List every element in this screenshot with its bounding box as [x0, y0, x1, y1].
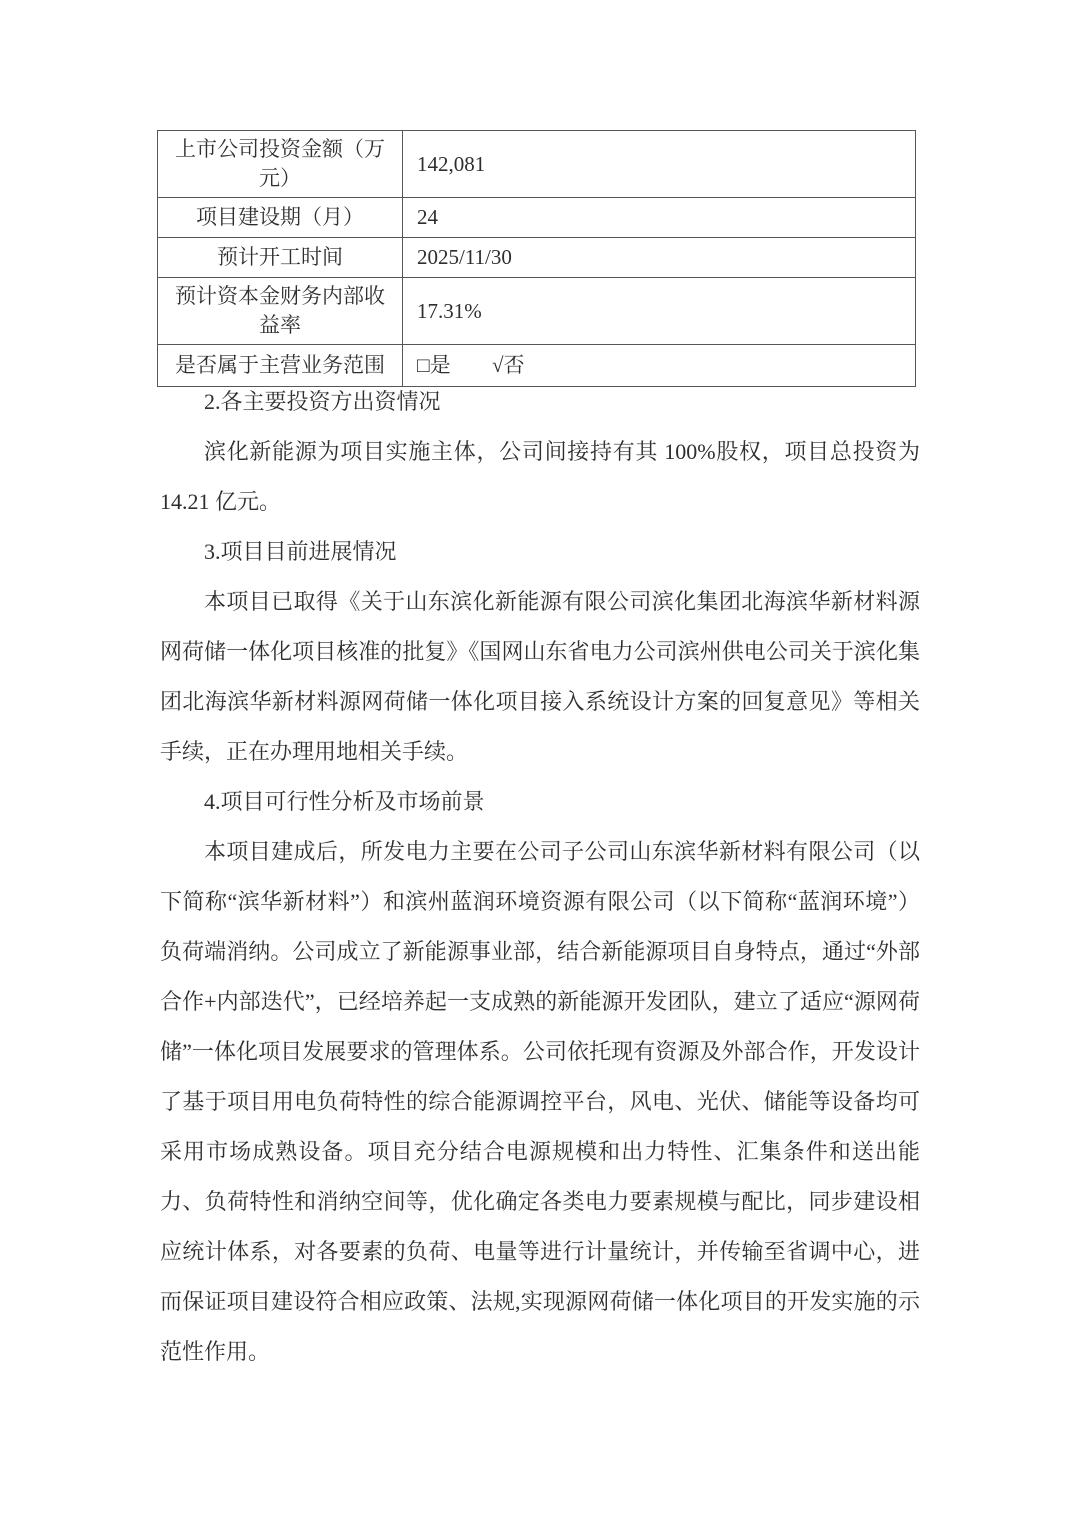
- table-row-construction-period: [158, 198, 916, 238]
- project-info-table: [157, 130, 916, 387]
- check-mark-icon: √: [491, 353, 504, 377]
- row-value: 2025/11/30: [403, 238, 916, 278]
- paragraph-investors: 滨化新能源为项目实施主体，公司间接持有其 100%股权，项目总投资为 14.21 亿元。: [160, 439, 920, 514]
- row-label: 上市公司投资金额（万元）: [158, 131, 403, 198]
- row-label: 预计开工时间: [158, 238, 403, 278]
- table-row-expected-irr: [158, 278, 916, 345]
- section-heading-investors: 2.各主要投资方出资情况: [204, 389, 441, 414]
- option-yes-label: 是: [429, 353, 451, 377]
- section-heading-progress: 3.项目目前进展情况: [204, 539, 397, 564]
- row-value: 24: [403, 198, 916, 238]
- row-label: 预计资本金财务内部收益率: [158, 278, 403, 345]
- table-row-investment-amount: [158, 131, 916, 198]
- row-value: 142,081: [403, 131, 916, 198]
- paragraph-feasibility: 本项目建成后，所发电力主要在公司子公司山东滨华新材料有限公司（以下简称“滨华新材料”）和滨州蓝润环境资源有限公司（以下简称“蓝润环境”）负荷端消纳。公司成立了新能源事业部，结合新能源项目自身特点，通过“外部合作+内部迭代”，已经培养起一支成熟的新能源开发团队，建立了适应“源网荷储”一体化项目发展要求的管理体系。公司依托现有资源及外部合作，开发设计了基于项目用电负荷特性的综合能源调控平台，风电、光伏、储能等设备均可采用市场成熟设备。项目充分结合电源规模和出力特性、汇集条件和送出能力、负荷特性和消纳空间等，优化确定各类电力要素规模与配比，同步建设相应统计体系，对各要素的负荷、电量等进行计量统计，并传输至省调中心，进而保证项目建设符合相应政策、法规,实现源网荷储一体化项目的开发实施的示范性作用。: [160, 839, 920, 1364]
- row-value: 17.31%: [403, 278, 916, 345]
- paragraph-progress: 本项目已取得《关于山东滨化新能源有限公司滨化集团北海滨华新材料源网荷储一体化项目核准的批复》《国网山东省电力公司滨州供电公司关于滨化集团北海滨华新材料源网荷储一体化项目接入系统设计方案的回复意见》等相关手续，正在办理用地相关手续。: [160, 589, 920, 764]
- option-no-label: 否: [503, 353, 525, 377]
- row-label: 项目建设期（月）: [158, 198, 403, 238]
- table-row-planned-start-date: [158, 238, 916, 278]
- option-yes: [417, 353, 451, 377]
- option-no: [492, 353, 525, 377]
- checkbox-unchecked-icon: □: [417, 353, 430, 377]
- row-label: 是否属于主营业务范围: [158, 345, 403, 387]
- document-body: [160, 377, 920, 1377]
- section-heading-feasibility: 4.项目可行性分析及市场前景: [204, 789, 485, 814]
